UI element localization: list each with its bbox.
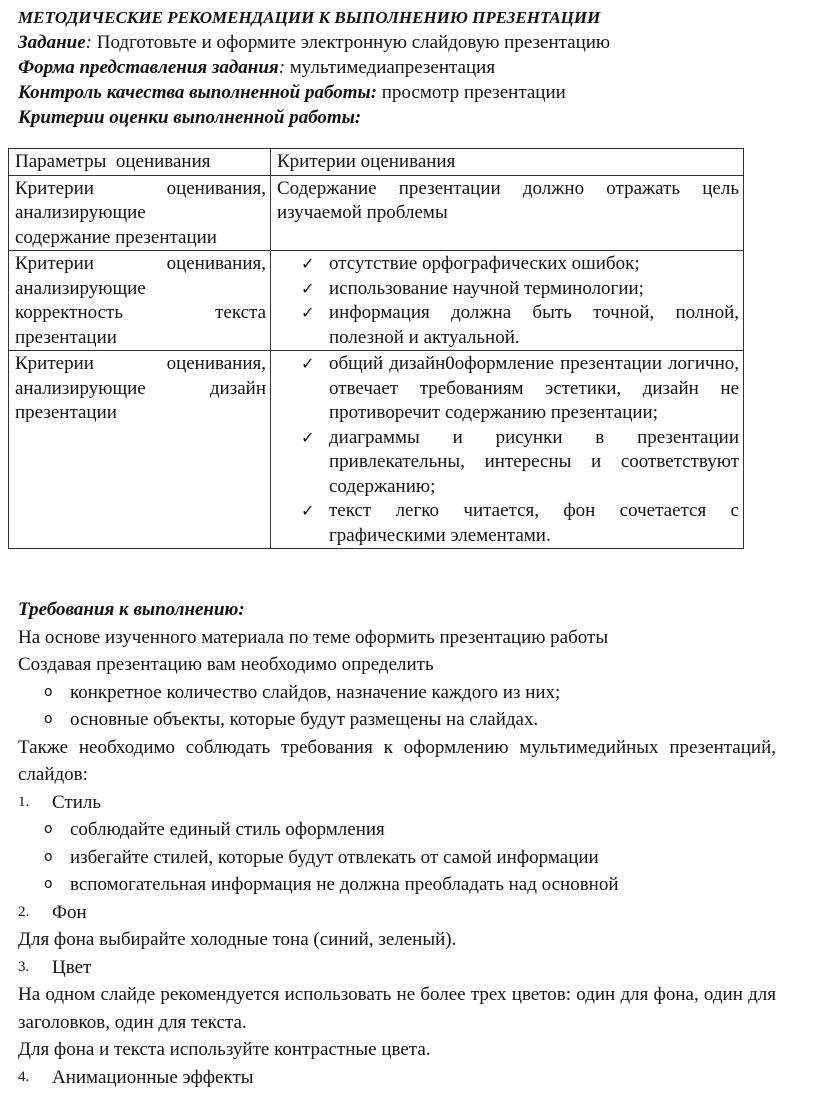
checkmark-icon: ✓ xyxy=(301,427,315,447)
circle-bullet-icon: o xyxy=(44,683,53,700)
list-item xyxy=(277,252,739,277)
checkmark-icon: ✓ xyxy=(301,254,315,273)
param-cell xyxy=(9,175,271,251)
table-row xyxy=(9,175,744,251)
criteria-cell xyxy=(271,251,744,351)
item-number: 2. xyxy=(18,903,30,920)
list-item xyxy=(277,499,739,548)
check-list xyxy=(277,252,739,350)
list-item-text: вспомогательная информация не должна преобладать над основной xyxy=(70,874,619,895)
param-cell xyxy=(9,351,271,549)
list-item-text: соблюдайте единый стиль оформления xyxy=(70,819,385,840)
item-number: 4. xyxy=(18,1068,30,1085)
circle-bullet-icon: o xyxy=(44,821,53,837)
criteria-table xyxy=(8,148,744,549)
circle-bullet-icon: o xyxy=(44,876,53,892)
numbered-item xyxy=(18,954,776,982)
form-text: мультимедиапрезентация xyxy=(285,57,496,78)
control-text: просмотр презентации xyxy=(377,82,566,103)
item-title: Цвет xyxy=(52,956,92,978)
task-text: Подготовьте и оформите электронную слайдовую презентацию xyxy=(91,32,611,53)
requirements-section xyxy=(18,596,776,1091)
table-row xyxy=(9,251,744,351)
item-number: 1. xyxy=(18,793,30,810)
paragraph: Также необходимо соблюдать требования к оформлению мультимедийных презентаций, слайдов: xyxy=(18,736,776,785)
form-colon: : xyxy=(278,57,286,78)
check-text: текст легко читается, фон сочетается с графическими элементами. xyxy=(329,500,739,546)
list-item-text: конкретное количество слайдов, назначение каждого из них; xyxy=(70,681,561,703)
list-item xyxy=(277,426,739,500)
criteria-heading: Критерии оценки выполненной работы: xyxy=(18,107,362,128)
circle-bullet-icon: o xyxy=(44,848,53,865)
param-line: презентации xyxy=(15,402,117,423)
requirements-heading: Требования к выполнению: xyxy=(18,599,245,620)
list-item xyxy=(277,277,739,302)
form-line xyxy=(18,56,495,80)
criteria-cell xyxy=(271,175,744,251)
list-item xyxy=(18,844,776,872)
checkmark-icon: ✓ xyxy=(301,278,315,298)
list-item xyxy=(18,871,776,899)
table-header-row xyxy=(9,149,744,176)
checkmark-icon: ✓ xyxy=(301,354,315,373)
checkmark-icon: ✓ xyxy=(301,303,315,322)
param-cell xyxy=(9,251,271,351)
criteria-line: Содержание презентации должно отражать цель xyxy=(277,177,739,199)
check-text: диаграммы и рисунки в презентации привлекательны, интересны и соответствуют содержанию; xyxy=(329,426,739,497)
checkmark-icon: ✓ xyxy=(301,501,315,520)
task-colon: : xyxy=(85,32,92,53)
param-line: презентации xyxy=(15,326,117,348)
list-item xyxy=(18,706,776,734)
param-line: корректность текста xyxy=(15,302,266,323)
document-title: МЕТОДИЧЕСКИЕ РЕКОМЕНДАЦИИ К ВЫПОЛНЕНИЮ ПРЕЗЕНТАЦИИ xyxy=(18,8,601,27)
table-header-cell: Параметры оценивания xyxy=(9,149,271,176)
item-title: Анимационные эффекты xyxy=(52,1066,254,1088)
list-item-text: избегайте стилей, которые будут отвлекать от самой информации xyxy=(70,846,599,868)
check-text: общий дизайн0оформление презентации логично, отвечает требованиям эстетики, дизайн не противоречит содержанию презентации; xyxy=(329,353,739,423)
param-line: анализирующие xyxy=(15,277,146,299)
check-text: отсутствие орфографических ошибок; xyxy=(329,253,640,274)
paragraph: Для фона выбирайте холодные тона (синий, зеленый). xyxy=(18,929,457,950)
paragraph: Создавая презентацию вам необходимо определить xyxy=(18,654,434,675)
circle-bullet-icon: o xyxy=(44,711,53,727)
list-item xyxy=(18,679,776,707)
list-item xyxy=(18,816,776,844)
task-label: Задание xyxy=(18,32,86,53)
check-text: информация должна быть точной, полной, полезной и актуальной. xyxy=(329,302,739,348)
list-item xyxy=(277,352,739,426)
item-title: Фон xyxy=(52,901,87,923)
param-line: Критерии оценивания, xyxy=(15,353,266,374)
item-number: 3. xyxy=(18,958,30,975)
task-line xyxy=(18,31,610,55)
list-item xyxy=(277,301,739,350)
item-title: Стиль xyxy=(52,791,102,813)
check-text: использование научной терминологии; xyxy=(329,277,644,299)
paragraph: Для фона и текста используйте контрастные цвета. xyxy=(18,1039,431,1060)
criteria-line: изучаемой проблемы xyxy=(277,202,448,223)
param-line: Критерии оценивания, xyxy=(15,253,266,274)
control-label: Контроль качества выполненной работы: xyxy=(18,82,378,103)
form-label: Форма представления задания xyxy=(18,57,279,78)
param-line: содержание презентации xyxy=(15,226,217,248)
numbered-item xyxy=(18,1064,776,1092)
numbered-item xyxy=(18,789,776,817)
paragraph: На одном слайде рекомендуется использовать не более трех цветов: один для фона, один для заголовков, один для текста. xyxy=(18,984,776,1033)
criteria-cell xyxy=(271,351,744,549)
table-row xyxy=(9,351,744,549)
param-line: анализирующие дизайн xyxy=(15,377,266,399)
param-line: Критерии оценивания, xyxy=(15,177,266,199)
control-line xyxy=(18,81,566,105)
param-line: анализирующие xyxy=(15,202,146,223)
check-list xyxy=(277,352,739,548)
list-item-text: основные объекты, которые будут размещены на слайдах. xyxy=(70,709,539,730)
table-header-cell: Критерии оценивания xyxy=(271,149,744,176)
numbered-item xyxy=(18,899,776,927)
paragraph: На основе изученного материала по теме оформить презентацию работы xyxy=(18,626,609,648)
